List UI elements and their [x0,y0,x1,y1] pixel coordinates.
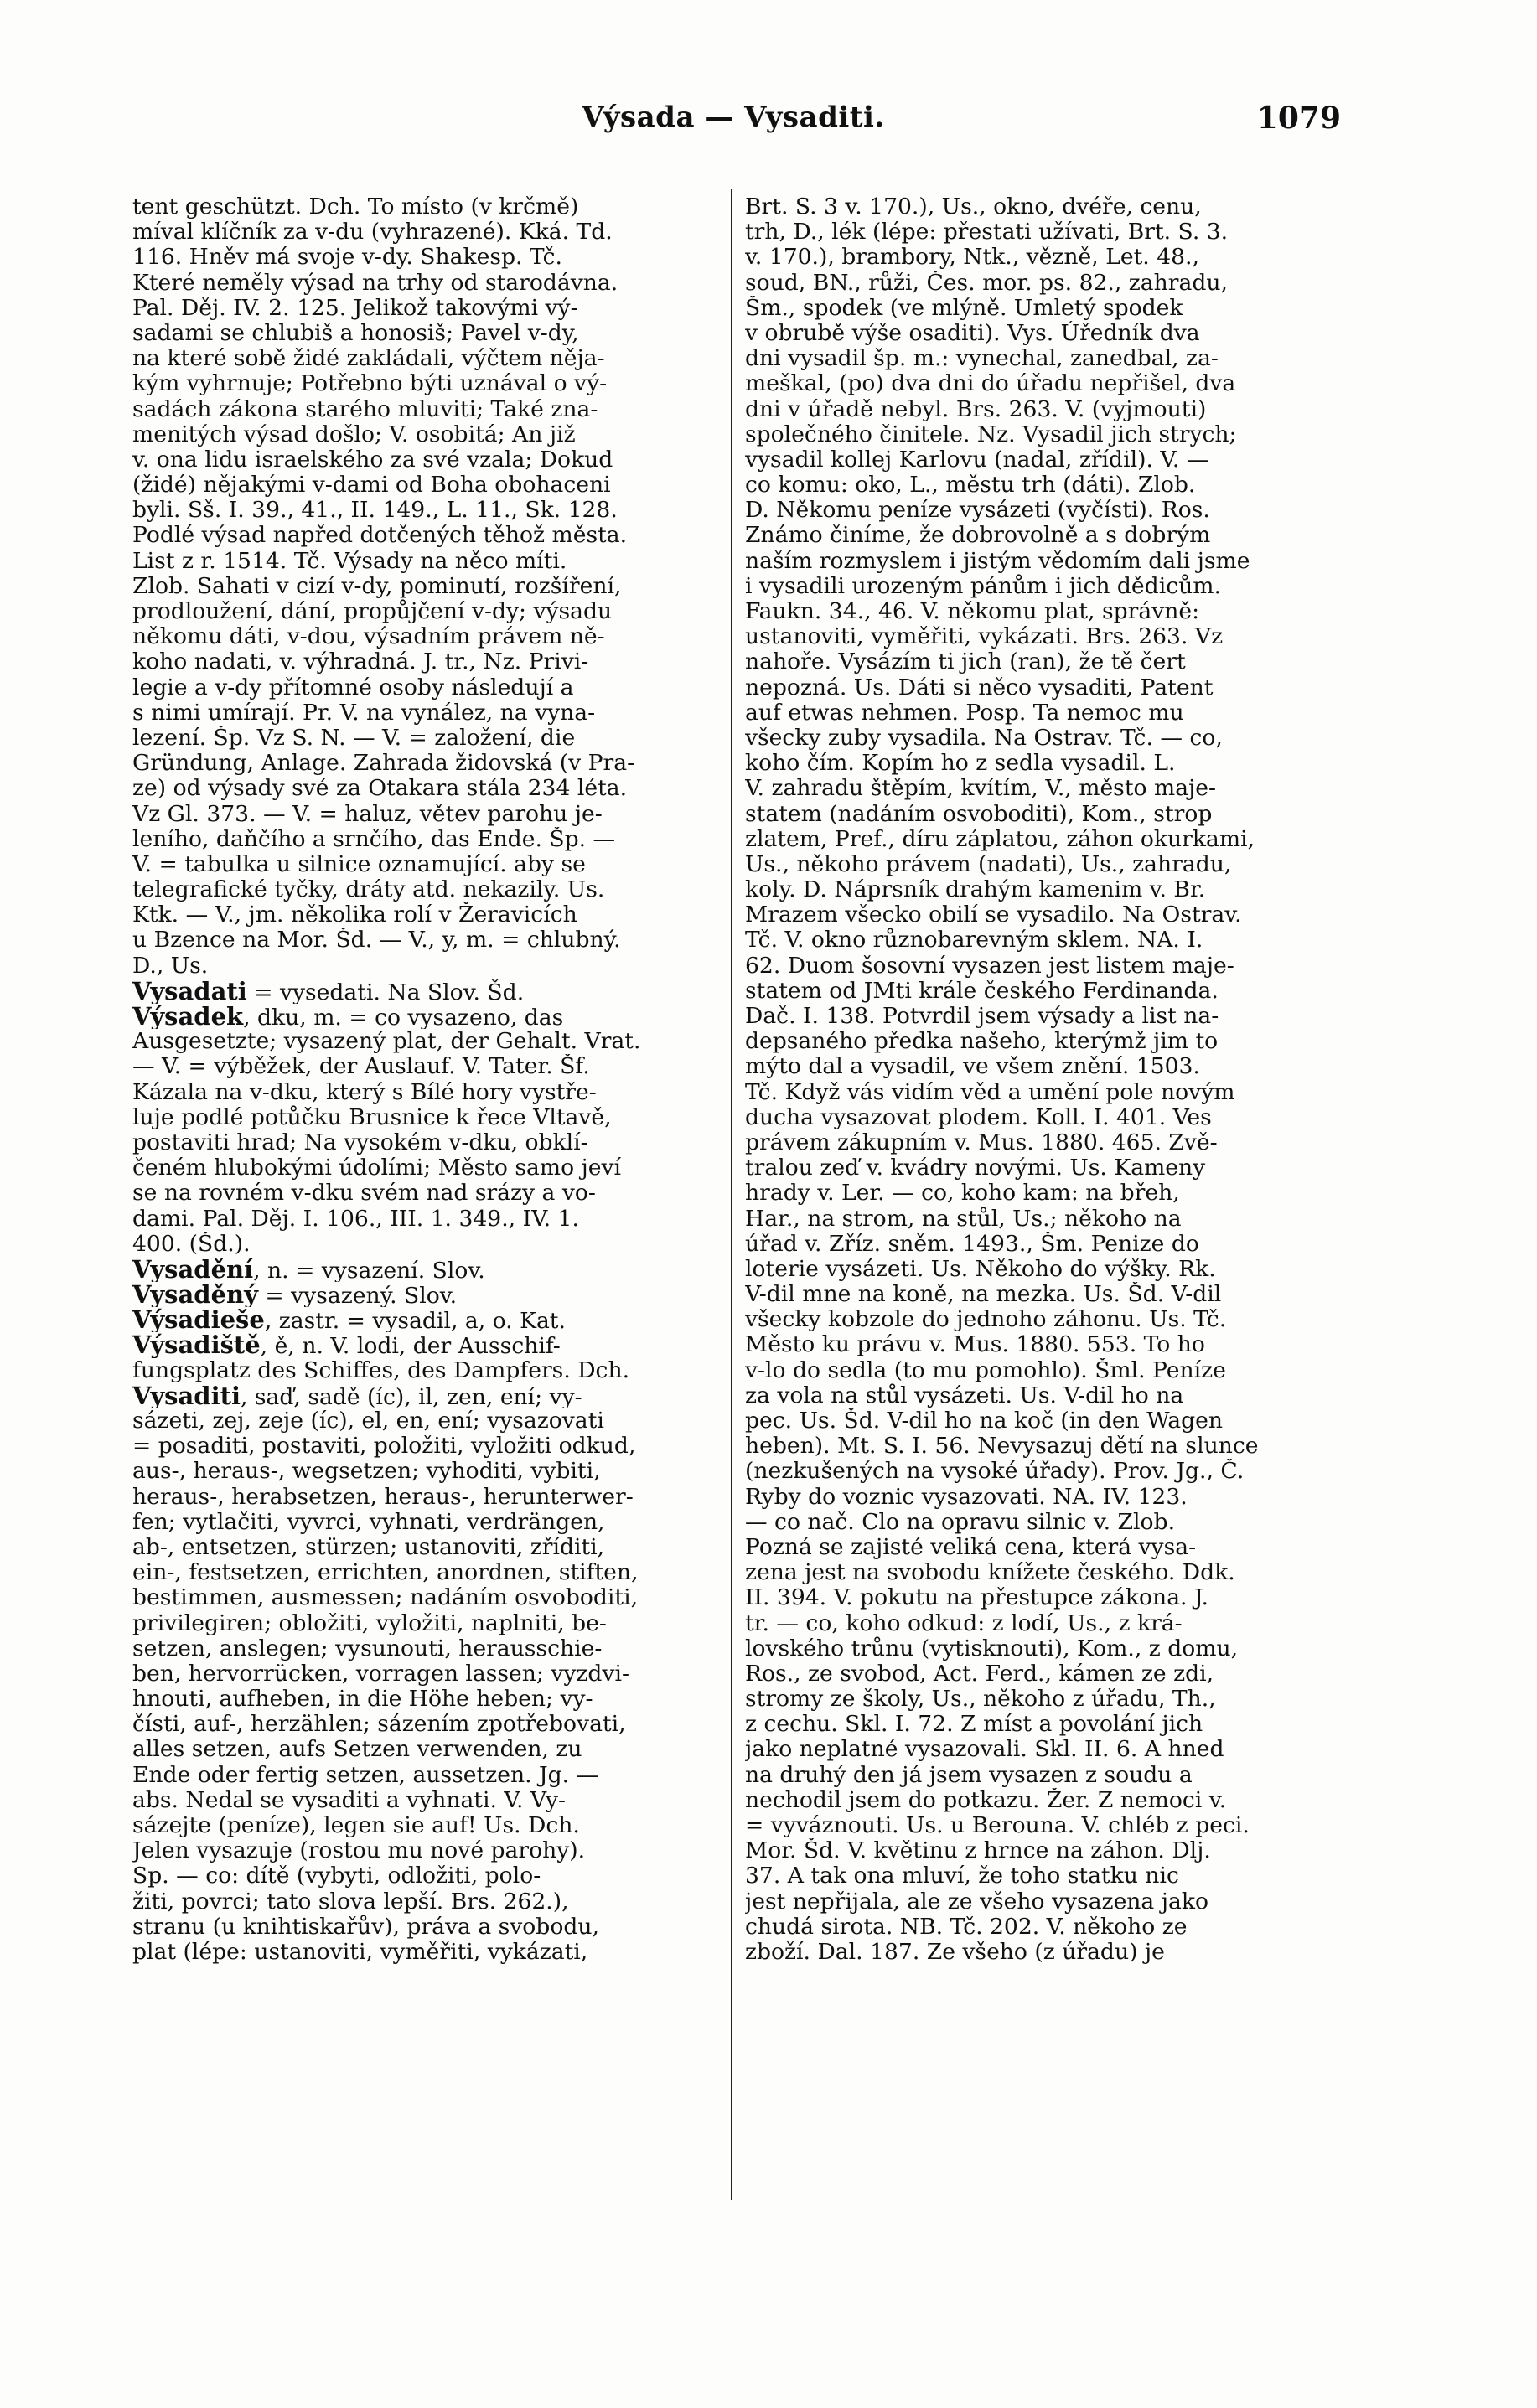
text-line: Ktk. — V., jm. několika rolí v Žeravicích [132,902,577,928]
text-line: = vyváznouti. Us. u Berouna. V. chléb z peci. [745,1813,1250,1838]
text-line: Gründung, Anlage. Zahrada židovská (v Pra- [132,751,635,777]
text-line: Vysadati = vysedati. Na Slov. Šd. [132,978,525,1004]
text-line: Kázala na v-dku, který s Bílé hory vystře- [132,1079,597,1105]
text-line: zboží. Dal. 187. Ze všeho (z úřadu) je [745,1939,1165,1965]
text-line: čísti, auf-, herzählen; sázením zpotřebovati, [132,1712,626,1738]
text-line: naším rozmyslem i jistým vědomím dali jsme [745,548,1250,574]
text-line: menitých výsad došlo; V. osobitá; An již [132,421,576,447]
text-line: alles setzen, aufs Setzen verwenden, zu [132,1737,582,1763]
text-line: někomu dáti, v-dou, výsadním právem ně- [132,624,605,650]
text-line: Tč. V. okno různobarevným sklem. NA. I. [745,928,1203,953]
text-line: plat (lépe: ustanoviti, vyměřiti, vykázati, [132,1939,588,1965]
text-line: Zlob. Sahati v cizí v-dy, pominutí, rozšíření, [132,573,622,599]
text-line: zena jest na svobodu knížete českého. Ddk. [745,1560,1235,1586]
text-line: ein-, festsetzen, errichten, anordnen, stiften, [132,1560,639,1586]
text-line: telegrafické tyčky, dráty atd. nekazily. Us. [132,877,605,903]
text-line: dni vysadil šp. m.: vynechal, zanedbal, za- [745,346,1219,372]
text-line: legie a v-dy přítomné osoby následují a [132,674,574,700]
text-line: co komu: oko, L., městu trh (dáti). Zlob. [745,473,1196,499]
text-line: vysadil kollej Karlovu (nadal, zřídil). V. — [745,447,1209,473]
text-line: na druhý den já jsem vysazen z soudu a [745,1762,1193,1788]
text-line: D., Us. [132,953,209,979]
text-line: stranu (u knihtiskařův), práva a svobodu, [132,1914,599,1940]
text-line: Brt. S. 3 v. 170.), Us., okno, dvéře, cenu, [745,194,1202,220]
text-line: v. ona lidu israelského za své vzala; Dokud [132,447,613,473]
text-line: Výsadiště, ě, n. V. lodi, der Ausschif- [132,1332,561,1358]
text-line: Známo činíme, že dobrovolně a s dobrým [745,523,1211,549]
text-line: jest nepřijala, ale ze všeho vysazena jako [745,1889,1208,1915]
text-line: tr. — co, koho odkud: z lodí, Us., z krá- [745,1610,1183,1636]
text-line: hrady v. Ler. — co, koho kam: na břeh, [745,1181,1180,1207]
text-line: za vola na stůl vysázeti. Us. V-dil ho na [745,1382,1184,1408]
text-line: Město ku právu v. Mus. 1880. 553. To ho [745,1332,1205,1358]
text-line: (židé) nějakými v-dami od Boha obohaceni [132,473,611,499]
text-line: — V. = výběžek, der Auslauf. V. Tater. Šf. [132,1054,590,1080]
text-line: pec. Us. Šd. V-dil ho na koč (in den Wagen [745,1408,1223,1434]
text-line: setzen, anslegen; vysunouti, herausschie- [132,1635,603,1661]
text-line: zlatem, Pref., díru záplatou, záhon okurkami, [745,826,1255,852]
right-column [745,194,1342,1965]
text-line: leního, daňčího a srnčího, das Ende. Šp. — [132,826,616,852]
text-line: u Bzence na Mor. Šd. — V., y, m. = chlubný. [132,928,621,953]
text-line: ben, hervorrücken, vorragen lassen; vyzdvi- [132,1661,629,1687]
text-line: Sp. — co: dítě (vybyti, odložiti, polo- [132,1863,541,1889]
text-line: Které neměly výsad na trhy od starodávna. [132,270,618,296]
text-line: Pozná se zajisté veliká cena, která vysa- [745,1534,1197,1560]
text-line: Podlé výsad napřed dotčených těhož města. [132,523,628,549]
text-line: Šm., spodek (ve mlýně. Umletý spodek [745,295,1183,321]
text-line: soud, BN., růži, Čes. mor. ps. 82., zahradu, [745,270,1228,296]
text-line: chudá sirota. NB. Tč. 202. V. někoho ze [745,1914,1188,1940]
text-line: 400. (Šd.). [132,1231,251,1257]
text-line: V. zahradu štěpím, kvítím, V., město maje- [745,776,1217,802]
text-line: luje podlé potůčku Brusnice k řece Vltavě, [132,1104,612,1130]
text-line: úřad v. Zříz. sněm. 1493., Šm. Penize do [745,1231,1199,1257]
text-line: prodloužení, dání, propůjčení v-dy; výsadu [132,599,613,624]
text-line: na které sobě židé zakládali, výčtem něja- [132,346,605,372]
text-line: se na rovném v-dku svém nad srázy a vo- [132,1181,596,1207]
text-line: Mrazem všecko obilí se vysadilo. Na Ostrav. [745,902,1242,928]
text-line: Us., někoho právem (nadati), Us., zahradu, [745,851,1232,877]
left-column [132,194,740,1965]
text-line: společného činitele. Nz. Vysadil jich strych; [745,421,1237,447]
text-line: List z r. 1514. Tč. Výsady na něco míti. [132,548,567,574]
text-line: trh, D., lék (lépe: přestati užívati, Brt. S. 3. [745,220,1229,245]
text-line: privilegiren; obložiti, vyložiti, naplniti, be- [132,1610,607,1636]
text-line: dami. Pal. Děj. I. 106., III. 1. 349., IV. 1. [132,1206,579,1232]
text-line: z cechu. Skl. I. 72. Z míst a povolání jich [745,1712,1203,1738]
text-line: jako neplatné vysazovali. Skl. II. 6. A hned [745,1737,1224,1763]
text-line: tralou zeď v. kvádry novými. Us. Kameny [745,1155,1206,1181]
text-line: V-dil mne na koně, na mezka. Us. Šd. V-dil [745,1282,1222,1308]
text-line: Ryby do voznic vysazovati. NA. IV. 123. [745,1484,1188,1510]
text-line: všecky kobzole do jednoho záhonu. Us. Tč. [745,1307,1227,1333]
text-line: meškal, (po) dva dni do úřadu nepřišel, dva [745,371,1236,397]
text-line: koho čím. Kopím ho z sedla vysadil. L. [745,751,1176,777]
text-line: 37. A tak ona mluví, že toho statku nic [745,1863,1179,1889]
text-line: čeném hlubokými údolími; Město samo jeví [132,1155,622,1181]
text-line: Ausgesetzte; vysazený plat, der Gehalt. Vrat. [132,1029,641,1055]
text-line: dni v úřadě nebyl. Brs. 263. V. (vyjmouti) [745,396,1207,422]
text-line: sázeti, zej, zeje (íc), el, en, ení; vysazovati [132,1408,604,1434]
text-line: — co nač. Clo na opravu silnic v. Zlob. [745,1509,1176,1535]
text-line: Výsadek, dku, m. = co vysazeno, das [132,1004,564,1030]
text-line: sadami se chlubiš a honosiš; Pavel v-dy, [132,320,579,346]
page-header [126,101,1341,151]
text-line: Vz Gl. 373. — V. = haluz, větev parohu je- [132,801,603,827]
text-line: v-lo do sedla (to mu pomohlo). Šml. Peníze [745,1357,1226,1383]
text-line: bestimmen, ausmessen; nadáním osvoboditi, [132,1585,639,1611]
text-line: auf etwas nehmen. Posp. Ta nemoc mu [745,700,1184,726]
running-title: Výsada — Vysaditi. [582,101,885,134]
text-line: 62. Duom šosovní vysazen jest listem maje- [745,953,1234,979]
text-line: = posaditi, postaviti, položiti, vyložiti odkud, [132,1434,636,1460]
text-line: aus-, heraus-, wegsetzen; vyhoditi, vybiti, [132,1459,601,1485]
text-line: lovského trůnu (vytisknouti), Kom., z domu, [745,1635,1239,1661]
text-line: právem zákupním v. Mus. 1880. 465. Zvě- [745,1129,1218,1155]
text-line: sázejte (peníze), legen sie auf! Us. Dch. [132,1813,580,1838]
text-line: (nezkušených na vysoké úřady). Prov. Jg., Č. [745,1459,1245,1485]
text-line: D. Někomu peníze vysázeti (vyčísti). Ros. [745,498,1210,524]
text-line: s nimi umírají. Pr. V. na vynález, na vyna- [132,700,596,726]
text-line: statem od JMti krále českého Ferdinanda. [745,978,1219,1004]
text-line: žiti, povrci; tato slova lepší. Brs. 262.), [132,1889,569,1915]
text-line: kým vyhrnuje; Potřebno býti uznával o vý- [132,371,608,397]
text-line: heraus-, herabsetzen, heraus-, herunterwer- [132,1484,634,1510]
text-line: lezení. Šp. Vz S. N. — V. = založení, die [132,725,576,751]
text-line: Tč. Když vás vidím věd a umění pole novým [745,1079,1235,1105]
text-line: Faukn. 34., 46. V. někomu plat, správně: [745,599,1200,624]
text-line: byli. Sš. I. 39., 41., II. 149., L. 11., Sk. 128. [132,498,618,524]
text-line: tent geschützt. Dch. To místo (v krčmě) [132,194,579,220]
text-line: Výsadieše, zastr. = vysadil, a, o. Kat. [132,1307,566,1333]
text-line: nepozná. Us. Dáti si něco vysaditi, Patent [745,674,1214,700]
text-line: i vysadili urozeným pánům i jich dědicům. [745,573,1221,599]
text-line: v obrubě výše osaditi). Vys. Úředník dva [745,320,1200,346]
text-line: fen; vytlačiti, vyvrci, vyhnati, verdrängen, [132,1509,605,1535]
text-line: ab-, entsetzen, stürzen; ustanoviti, zříditi, [132,1534,605,1560]
text-line: nahoře. Vysázím ti jich (ran), že tě čert [745,649,1186,675]
text-line: fungsplatz des Schiffes, des Dampfers. Dch. [132,1357,630,1383]
text-line: Pal. Děj. IV. 2. 125. Jelikož takovými vý- [132,295,578,321]
text-line: sadách zákona starého mluviti; Také zna- [132,396,598,422]
text-line: Ros., ze svobod, Act. Ferd., kámen ze zdi, [745,1661,1214,1687]
column-divider [731,189,732,2200]
text-line: všecky zuby vysadila. Na Ostrav. Tč. — co, [745,725,1223,751]
text-line: koho nadati, v. výhradná. J. tr., Nz. Privi- [132,649,589,675]
text-line: II. 394. V. pokutu na přestupce zákona. J. [745,1585,1209,1611]
text-line: Jelen vysazuje (rostou mu nové parohy). [132,1838,586,1864]
text-line: koly. D. Náprsník drahým kamenim v. Br. [745,877,1206,903]
text-line: stromy ze školy, Us., někoho z úřadu, Th., [745,1687,1216,1713]
text-line: ustanoviti, vyměřiti, vykázati. Brs. 263. Vz [745,624,1224,650]
text-line: hnouti, aufheben, in die Höhe heben; vy- [132,1687,593,1713]
text-line: Vysaditi, saď, sadě (íc), il, zen, ení; vy- [132,1382,582,1408]
text-line: míval klíčník za v-du (vyhrazené). Kká. Td. [132,220,613,245]
text-line: ducha vysazovat plodem. Koll. I. 401. Ves [745,1104,1212,1130]
text-line: nechodil jsem do potkazu. Žer. Z nemoci v. [745,1787,1227,1813]
text-line: Mor. Šd. V. květinu z hrnce na záhon. Dlj. [745,1838,1211,1864]
text-line: statem (nadáním osvoboditi), Kom., strop [745,801,1213,827]
text-line: loterie vysázeti. Us. Někoho do výšky. Rk. [745,1256,1216,1282]
text-line: Ende oder fertig setzen, aussetzen. Jg. — [132,1762,599,1788]
text-line: depsaného předka našeho, kterýmž jim to [745,1029,1219,1055]
text-line: postaviti hrad; Na vysokém v-dku, obklí- [132,1129,588,1155]
page-number: 1079 [1256,101,1341,136]
text-line: Har., na strom, na stůl, Us.; někoho na [745,1206,1182,1232]
text-line: Vysadění, n. = vysazení. Slov. [132,1256,485,1283]
text-line: mýto dal a vysadil, ve všem znění. 1503. [745,1054,1200,1080]
text-line: ze) od výsady své za Otakara stála 234 léta. [132,776,628,802]
text-line: V. = tabulka u silnice oznamující. aby se [132,851,586,877]
text-line: Dač. I. 138. Potvrdil jsem výsady a list na- [745,1004,1219,1029]
text-line: abs. Nedal se vysaditi a vyhnati. V. Vy- [132,1787,567,1813]
text-line: 116. Hněv má svoje v-dy. Shakesp. Tč. [132,245,562,271]
text-line: heben). Mt. S. I. 56. Nevysazuj dětí na slunce [745,1434,1259,1460]
text-line: Vysaděný = vysazený. Slov. [132,1282,458,1308]
text-line: v. 170.), brambory, Ntk., vězně, Let. 48., [745,245,1199,271]
